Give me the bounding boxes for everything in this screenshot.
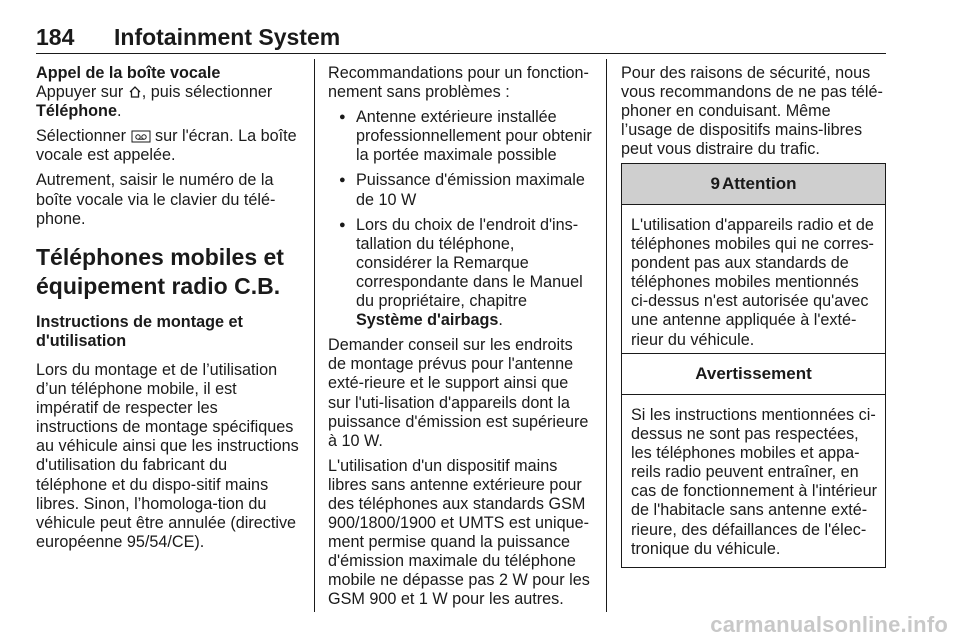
page-header	[36, 24, 886, 54]
avertissement-title: Avertissement	[695, 364, 812, 384]
mobile-phones-heading: Téléphones mobiles et équipement radio C.B.	[36, 243, 284, 299]
attention-box	[621, 163, 886, 359]
header-rule	[36, 53, 886, 54]
section-title: Infotainment System	[114, 24, 341, 50]
avertissement-text: Si les instructions mentionnées ci-dessus ne sont pas respectées, les téléphones mobiles et appa-reils radio peuvent entraîner, en cas de fonctionnement à l'intérieur de l'habitacle sans antenne exté-rieure, des défaillances de l'élec-tronique du véhicule.	[631, 406, 878, 558]
attention-header	[622, 164, 885, 205]
install-paragraph: Lors du montage et de l’utilisation d’un téléphone mobile, il est impératif de respecter les instructions de montage spécifiques au véhicule ainsi que les instructions d'utilisation du fabricant du téléphone et du dispo-sitif mains libres. Sinon, l’homologa-tion du véhicule peut être annulée (directive européenne 95/54/CE).	[36, 360, 299, 551]
list-item: ● Antenne extérieure installée professionnellement pour obtenir la portée maximale possible	[328, 108, 592, 165]
column-3	[621, 64, 885, 165]
recommendations-intro: Recommandations pour un fonction-nement sans problèmes :	[328, 64, 589, 102]
list-item: ● Lors du choix de l'endroit d'ins-tallation du téléphone, considérer la Remarque correspondante dans le Manuel du propriétaire, chapitre Système d'airbags.	[328, 216, 592, 331]
warning-triangle-icon: 9	[710, 174, 720, 194]
home-icon	[128, 85, 142, 99]
column-divider-2	[606, 59, 607, 612]
press-home-paragraph: Appuyer sur , puis sélectionner Téléphone.	[36, 83, 273, 121]
attention-text: L'utilisation d'appareils radio et de téléphones mobiles qui ne corres-pondent pas aux standards de téléphones mobiles mentionnés ci-dessus n'est autorisée qu'avec une antenne appliquée à l'exté-rieur du véhicule.	[631, 216, 874, 349]
attention-title: Attention	[721, 174, 797, 194]
voicemail-icon	[131, 130, 151, 143]
recommendations-list	[328, 108, 592, 330]
telephone-label: Téléphone	[36, 102, 117, 121]
safety-paragraph: Pour des raisons de sécurité, nous vous recommandons de ne pas télé-phoner en conduisant. Même l’usage de dispositifs mains-libres peut vous distraire du trafic.	[621, 64, 883, 159]
watermark: carmanualsonline.info	[710, 612, 948, 637]
column-divider-1	[314, 59, 315, 612]
voicemail-heading: Appel de la boîte vocale	[36, 64, 221, 82]
column-1	[36, 64, 300, 558]
page-number: 184	[36, 24, 75, 50]
handsfree-paragraph: L'utilisation d'un dispositif mains libres sans antenne extérieure pour des téléphones aux standards GSM 900/1800/1900 et UMTS est unique-ment permise quand la puissance d'émission maximale du téléphone mobile ne dépasse pas 2 W pour les GSM 900 et 1 W pour les autres.	[328, 456, 590, 609]
otherwise-paragraph: Autrement, saisir le numéro de la boîte vocale via le clavier du télé-phone.	[36, 171, 276, 228]
airbag-chapter-ref: Système d'airbags	[356, 311, 499, 330]
select-voicemail-paragraph: Sélectionner sur l'écran. La boîte vocale est appelée.	[36, 127, 297, 165]
column-2	[328, 64, 592, 616]
advice-paragraph: Demander conseil sur les endroits de montage prévus pour l'antenne exté-rieure et le support ainsi que sur l'uti-lisation d'appareils dont la puissance d'émission est supérieure à 10 W.	[328, 336, 589, 450]
list-item: ● Puissance d'émission maximale de 10 W	[328, 171, 592, 209]
avertissement-box	[621, 353, 886, 568]
install-instructions-heading: Instructions de montage et d'utilisation	[36, 312, 243, 350]
avertissement-header	[622, 354, 885, 395]
